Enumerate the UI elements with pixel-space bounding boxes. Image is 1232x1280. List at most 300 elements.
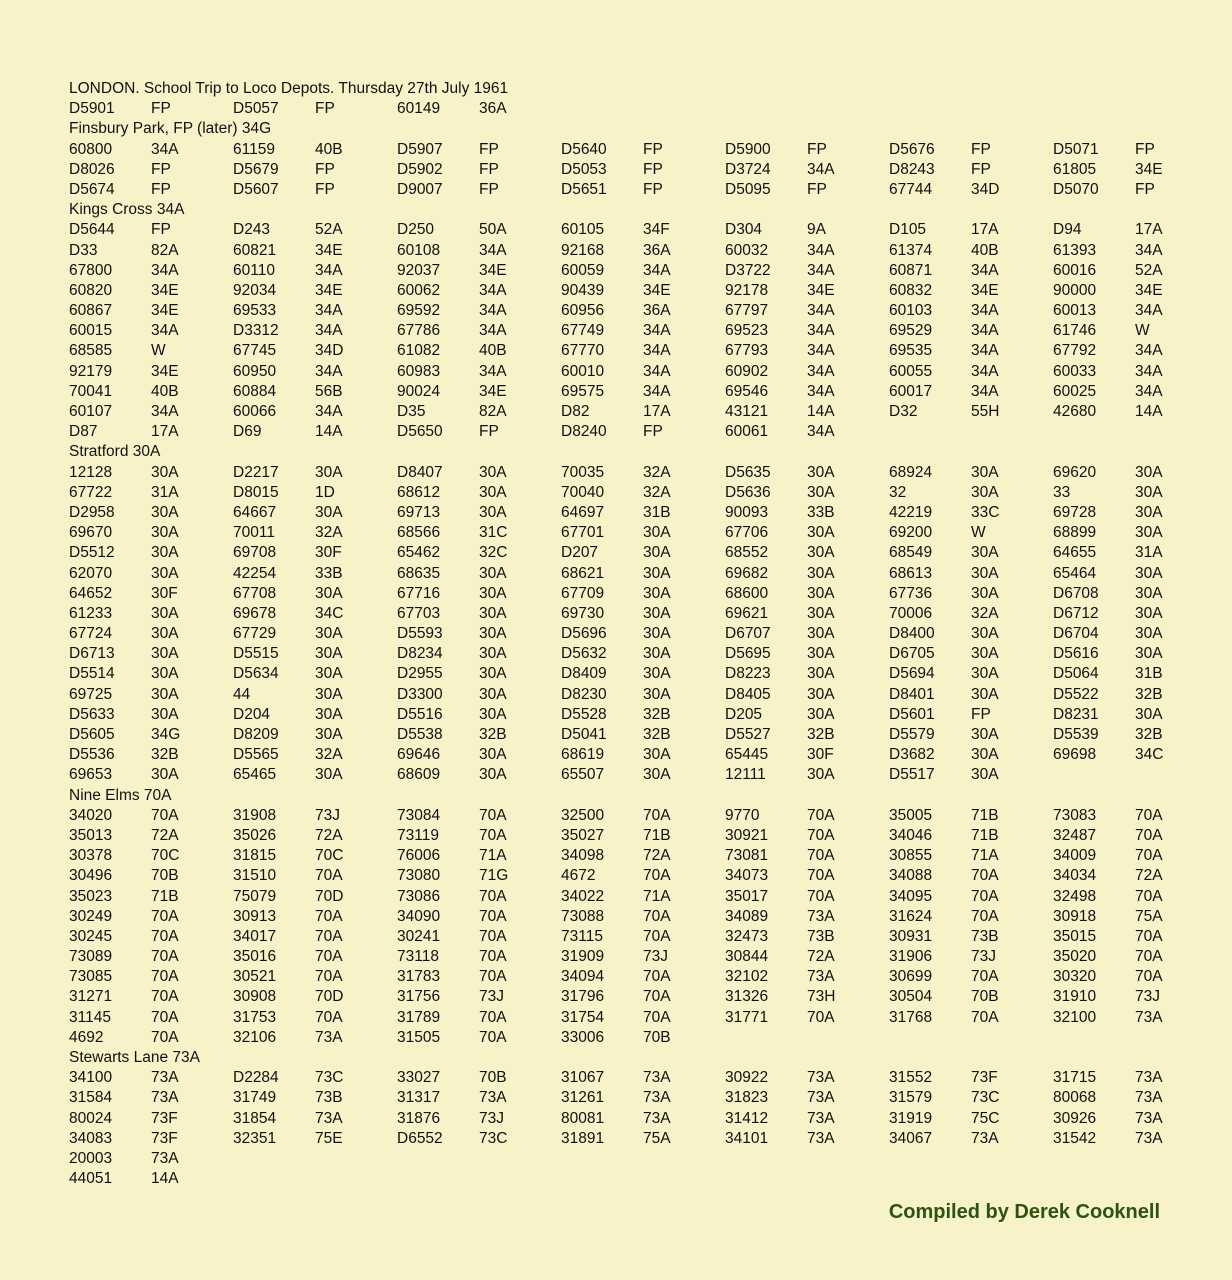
shed-code: 73A [1135, 1129, 1163, 1147]
shed-code: 73C [971, 1089, 1000, 1107]
loco-number: D8209 [233, 726, 279, 743]
shed-code: 30A [807, 544, 835, 562]
loco-number: 12128 [69, 463, 113, 481]
loco-number: 20003 [69, 1149, 113, 1167]
loco-number: 70006 [889, 604, 933, 622]
loco-number: 65464 [1053, 564, 1097, 582]
shed-code: 73J [479, 988, 504, 1006]
shed-code: 30A [479, 604, 507, 622]
shed-code: 34E [1135, 281, 1163, 299]
loco-number: D2284 [233, 1069, 279, 1087]
loco-number: 61805 [1053, 160, 1097, 178]
loco-number: D5527 [725, 726, 771, 743]
loco-number: 80068 [1053, 1089, 1097, 1107]
loco-number: 67770 [561, 342, 605, 360]
shed-code: 70A [643, 927, 671, 945]
shed-code: 32A [643, 483, 671, 501]
loco-number: 67706 [725, 524, 769, 542]
loco-number: 44051 [69, 1170, 113, 1188]
shed-code: 30A [151, 463, 179, 481]
loco-number: 60033 [1053, 362, 1097, 380]
loco-number: 60820 [69, 281, 113, 299]
shed-code: 9A [807, 221, 826, 239]
shed-code: 30F [315, 544, 342, 562]
loco-number: 60950 [233, 362, 277, 380]
loco-number: 31542 [1053, 1129, 1097, 1147]
loco-number: 68619 [561, 746, 605, 764]
loco-number: D8231 [1053, 705, 1099, 723]
table-row [69, 402, 1169, 422]
shed-code: 30A [971, 483, 999, 501]
loco-number: 30241 [397, 927, 441, 945]
loco-number: 70011 [233, 524, 275, 542]
table-row [69, 564, 1169, 584]
shed-code: 30A [315, 766, 343, 784]
loco-number: 60867 [69, 302, 113, 320]
loco-number: 35005 [889, 806, 933, 824]
loco-number: 60956 [561, 302, 605, 320]
shed-code: 34E [1135, 160, 1163, 178]
shed-code: 52A [1135, 261, 1163, 279]
shed-code: 70A [1135, 887, 1163, 905]
loco-number: 35020 [1053, 948, 1097, 966]
shed-code: 34A [479, 362, 507, 380]
shed-code: 34A [807, 322, 835, 340]
shed-code: 34A [1135, 241, 1163, 259]
shed-code: 70C [151, 847, 180, 865]
shed-code: 70A [643, 907, 671, 925]
loco-number: 31783 [397, 968, 441, 986]
table-row [69, 685, 1169, 705]
loco-number: 34009 [1053, 847, 1097, 865]
shed-code: 31C [479, 524, 508, 542]
shed-code: 30A [315, 625, 343, 643]
loco-number: 67724 [69, 625, 113, 643]
loco-number: D6707 [725, 625, 771, 643]
loco-number: 31317 [397, 1089, 441, 1107]
shed-code: 30A [643, 584, 671, 602]
shed-code: FP [1135, 180, 1155, 198]
shed-code: 30A [315, 665, 343, 683]
loco-number: 90093 [725, 503, 769, 521]
shed-code: 30A [479, 625, 507, 643]
shed-code: 73B [315, 1089, 343, 1107]
loco-number: D250 [397, 221, 435, 239]
loco-number: D5902 [397, 160, 443, 178]
shed-code: 34A [151, 403, 179, 420]
loco-number: D5696 [561, 625, 607, 643]
shed-code: 34A [1135, 382, 1163, 400]
shed-code: 73A [807, 1089, 835, 1107]
loco-number: 60105 [561, 221, 605, 239]
loco-number: 69653 [69, 766, 113, 784]
shed-code: 30A [151, 685, 179, 703]
shed-code: 30A [971, 665, 999, 683]
shed-code: 70A [1135, 826, 1163, 844]
loco-number: 80024 [69, 1109, 113, 1127]
shed-code: 71B [643, 826, 671, 844]
table-row [69, 281, 1169, 301]
shed-code: 30A [643, 544, 671, 562]
shed-code: 70A [1135, 968, 1163, 986]
loco-number: 68549 [889, 544, 933, 562]
loco-number: 32102 [725, 968, 769, 986]
shed-code: 82A [479, 403, 507, 420]
loco-number: 31823 [725, 1089, 769, 1107]
loco-number: 60025 [1053, 382, 1097, 400]
loco-number: 34020 [69, 806, 113, 824]
loco-number: D69 [233, 423, 262, 441]
shed-code: 34A [479, 322, 507, 340]
loco-number: 32351 [233, 1129, 277, 1147]
loco-number: 68609 [397, 766, 441, 784]
loco-number: 35015 [1053, 927, 1097, 945]
loco-number: D5636 [725, 483, 771, 501]
shed-code: 17A [971, 221, 999, 239]
shed-code: 34A [971, 302, 999, 320]
shed-code: W [1135, 322, 1150, 340]
shed-code: 56B [315, 382, 343, 400]
shed-code: 32A [315, 524, 343, 542]
table-row [69, 261, 1169, 281]
shed-code: 32B [643, 726, 671, 743]
shed-code: 70A [151, 988, 179, 1006]
loco-number: 73084 [397, 806, 441, 824]
loco-number: 60110 [233, 261, 275, 279]
loco-number: 65445 [725, 746, 769, 764]
shed-code: 32A [971, 604, 999, 622]
loco-number: D3300 [397, 685, 443, 703]
section-heading: Kings Cross 34A [69, 201, 185, 219]
shed-code: 34C [1135, 746, 1164, 764]
loco-number: D5579 [889, 726, 935, 743]
shed-code: 70D [315, 988, 344, 1006]
shed-code: 30A [151, 564, 179, 582]
shed-code: 70A [479, 968, 507, 986]
table-row [69, 1028, 1169, 1048]
loco-number: 31749 [233, 1089, 277, 1107]
shed-code: 31A [151, 483, 179, 501]
shed-code: 30A [479, 503, 507, 521]
shed-code: 34A [807, 342, 835, 360]
shed-code: 72A [1135, 867, 1163, 885]
loco-number: 61393 [1053, 241, 1097, 259]
table-row [69, 887, 1169, 907]
loco-number: D5650 [397, 423, 443, 441]
loco-number: D5651 [561, 180, 607, 198]
shed-code: 73A [643, 1069, 671, 1087]
table-row [69, 987, 1169, 1007]
loco-number: 4692 [69, 1028, 104, 1046]
shed-code: 34E [151, 281, 179, 299]
loco-number: 32500 [561, 806, 605, 824]
loco-number: D8240 [561, 423, 607, 441]
shed-code: FP [479, 423, 499, 441]
shed-code: 30A [479, 685, 507, 703]
table-row [69, 220, 1169, 240]
loco-number: 70040 [561, 483, 605, 501]
shed-code: 30A [971, 685, 999, 703]
shed-code: 34A [643, 261, 671, 279]
table-row [69, 866, 1169, 886]
loco-number: D2958 [69, 503, 115, 521]
loco-number: 61159 [233, 140, 275, 158]
table-row [69, 705, 1169, 725]
shed-code: FP [151, 221, 171, 239]
shed-code: 73A [971, 1129, 999, 1147]
shed-code: 70A [315, 948, 343, 966]
loco-number: 67709 [561, 584, 605, 602]
shed-code: 34A [479, 241, 507, 259]
loco-number: 34090 [397, 907, 441, 925]
loco-number: 69646 [397, 746, 441, 764]
shed-code: 73C [479, 1129, 508, 1147]
shed-code: 30A [479, 463, 507, 481]
table-row [69, 422, 1169, 442]
shed-code: 32B [807, 726, 835, 743]
loco-number: D8400 [889, 625, 935, 643]
loco-number: 33006 [561, 1028, 605, 1046]
loco-number: 32498 [1053, 887, 1097, 905]
loco-number: D5538 [397, 726, 443, 743]
shed-code: 34E [315, 281, 343, 299]
shed-code: 73H [807, 988, 836, 1006]
shed-code: 34A [1135, 342, 1163, 360]
loco-number: 4672 [561, 867, 596, 885]
table-row [69, 584, 1169, 604]
shed-code: 70A [151, 948, 179, 966]
compiler-credit: Compiled by Derek Cooknell [888, 1201, 1160, 1223]
section-heading: Stewarts Lane 73A [69, 1049, 200, 1066]
loco-number: D5565 [233, 746, 279, 764]
shed-code: 30A [1135, 625, 1163, 643]
shed-code: 14A [315, 423, 343, 441]
loco-number: 31909 [561, 948, 605, 966]
loco-number: D5539 [1053, 726, 1099, 743]
loco-number: D5635 [725, 463, 771, 481]
shed-code: FP [315, 100, 335, 118]
loco-number: D8026 [69, 160, 115, 178]
loco-number: 33 [1053, 483, 1071, 501]
loco-number: D8230 [561, 685, 607, 703]
shed-code: 30A [1135, 524, 1163, 542]
shed-code: 30A [151, 524, 179, 542]
shed-code: 30A [643, 766, 671, 784]
shed-code: 34A [315, 261, 343, 279]
shed-code: 17A [151, 423, 179, 441]
shed-code: 70A [643, 968, 671, 986]
loco-number: 68600 [725, 584, 769, 602]
shed-code: 30A [807, 483, 835, 501]
shed-code: 36A [643, 241, 671, 259]
loco-number: 31768 [889, 1008, 933, 1026]
shed-code: 34A [807, 423, 835, 441]
loco-number: 68621 [561, 564, 605, 582]
loco-number: D5515 [233, 645, 279, 663]
shed-code: FP [807, 140, 827, 158]
loco-number: 92168 [561, 241, 605, 259]
loco-number: D32 [889, 403, 918, 420]
loco-number: 60016 [1053, 261, 1097, 279]
shed-code: 70A [151, 927, 179, 945]
shed-code: 32B [643, 705, 671, 723]
shed-code: 17A [1135, 221, 1163, 239]
shed-code: 30A [151, 665, 179, 683]
shed-code: 34A [643, 362, 671, 380]
loco-number: 69533 [233, 302, 277, 320]
shed-code: 70A [1135, 806, 1163, 824]
shed-code: 70B [151, 867, 179, 885]
shed-code: 36A [643, 302, 671, 320]
loco-number: 69698 [1053, 746, 1097, 764]
loco-number: 67722 [69, 483, 113, 501]
shed-code: 70B [971, 988, 999, 1006]
loco-number: 69621 [725, 604, 769, 622]
shed-code: 30A [971, 625, 999, 643]
table-row [69, 543, 1169, 563]
shed-code: FP [1135, 140, 1155, 158]
shed-code: 30A [151, 705, 179, 723]
shed-code: 52A [315, 221, 343, 239]
loco-number: 69713 [397, 503, 441, 521]
shed-code: FP [971, 705, 991, 723]
shed-code: 30A [643, 604, 671, 622]
loco-number: 30699 [889, 968, 933, 986]
shed-code: 30A [643, 564, 671, 582]
shed-code: 30A [315, 726, 343, 743]
loco-number: D3312 [233, 322, 279, 340]
loco-number: 60107 [69, 403, 113, 420]
loco-number: 31326 [725, 988, 769, 1006]
loco-number: 73083 [1053, 806, 1097, 824]
loco-number: D5607 [233, 180, 279, 198]
loco-number: D5694 [889, 665, 935, 683]
loco-number: 61233 [69, 604, 113, 622]
shed-code: 30A [643, 685, 671, 703]
shed-code: 70D [315, 887, 344, 905]
loco-number: D82 [561, 403, 590, 420]
loco-number: D8409 [561, 665, 607, 683]
shed-code: 73A [807, 1109, 835, 1127]
shed-code: 70A [479, 826, 507, 844]
loco-number: 90000 [1053, 281, 1097, 299]
loco-number: 67800 [69, 261, 113, 279]
shed-code: 70A [315, 927, 343, 945]
shed-code: 32B [151, 746, 179, 764]
shed-code: 82A [151, 241, 179, 259]
shed-code: 34F [643, 221, 670, 239]
table-row [69, 664, 1169, 684]
loco-number: 69730 [561, 604, 605, 622]
loco-number: 31919 [889, 1109, 933, 1127]
loco-number: D5041 [561, 726, 607, 743]
shed-code: FP [151, 180, 171, 198]
loco-number: 73089 [69, 948, 113, 966]
loco-number: D94 [1053, 221, 1082, 239]
shed-code: 30A [643, 665, 671, 683]
shed-code: 72A [151, 826, 179, 844]
shed-code: 73A [151, 1069, 179, 1087]
shed-code: 30A [151, 544, 179, 562]
table-row [69, 624, 1169, 644]
shed-code: 30F [151, 584, 178, 602]
loco-number: 12111 [725, 766, 766, 784]
loco-number: 76006 [397, 847, 441, 865]
table-row [69, 947, 1169, 967]
loco-number: 69682 [725, 564, 769, 582]
shed-code: 73C [315, 1069, 344, 1087]
loco-number: 67703 [397, 604, 441, 622]
loco-number: 34083 [69, 1129, 113, 1147]
table-row [69, 362, 1169, 382]
loco-number: 31510 [233, 867, 277, 885]
loco-number: 34017 [233, 927, 277, 945]
table-row [69, 927, 1169, 947]
shed-code: 30A [971, 766, 999, 784]
shed-code: 70A [1135, 847, 1163, 865]
shed-code: 30A [971, 645, 999, 663]
loco-number: 30855 [889, 847, 933, 865]
loco-number: 60032 [725, 241, 769, 259]
shed-code: FP [807, 180, 827, 198]
loco-number: D8401 [889, 685, 935, 703]
loco-number: D5522 [1053, 685, 1099, 703]
loco-number: 31067 [561, 1069, 605, 1087]
loco-number: D5512 [69, 544, 115, 562]
loco-number: D6712 [1053, 604, 1099, 622]
loco-number: 70041 [69, 382, 113, 400]
loco-number: 35023 [69, 887, 113, 905]
loco-number: 31579 [889, 1089, 933, 1107]
shed-code: 36A [479, 100, 507, 118]
loco-number: 34046 [889, 826, 933, 844]
shed-code: 75C [971, 1109, 1000, 1127]
loco-number: D5679 [233, 160, 279, 178]
loco-number: 69575 [561, 382, 605, 400]
shed-code: 14A [807, 403, 835, 420]
shed-code: 30A [643, 645, 671, 663]
loco-number: 73086 [397, 887, 441, 905]
loco-number: 60983 [397, 362, 441, 380]
shed-code: 30A [1135, 645, 1163, 663]
loco-number: 67749 [561, 322, 605, 340]
shed-code: 30A [151, 766, 179, 784]
loco-number: 44 [233, 685, 251, 703]
shed-code: 14A [151, 1170, 179, 1188]
shed-code: 71A [479, 847, 507, 865]
loco-number: D304 [725, 221, 763, 239]
shed-code: FP [643, 180, 663, 198]
loco-number: 31624 [889, 907, 933, 925]
shed-code: 34A [643, 322, 671, 340]
loco-number: 34100 [69, 1069, 113, 1087]
loco-number: 69592 [397, 302, 441, 320]
loco-number: 73081 [725, 847, 769, 865]
loco-number: 34073 [725, 867, 769, 885]
loco-number: 68585 [69, 342, 113, 360]
shed-code: FP [643, 423, 663, 441]
shed-code: 70A [971, 887, 999, 905]
shed-code: 73A [315, 1028, 343, 1046]
shed-code: 34E [807, 281, 835, 299]
table-row [69, 604, 1169, 624]
loco-number: 90439 [561, 281, 605, 299]
loco-number: 60800 [69, 140, 113, 158]
loco-number: D5071 [1053, 140, 1099, 158]
shed-code: 34A [807, 160, 835, 178]
loco-number: 30521 [233, 968, 277, 986]
shed-code: 70A [315, 907, 343, 925]
